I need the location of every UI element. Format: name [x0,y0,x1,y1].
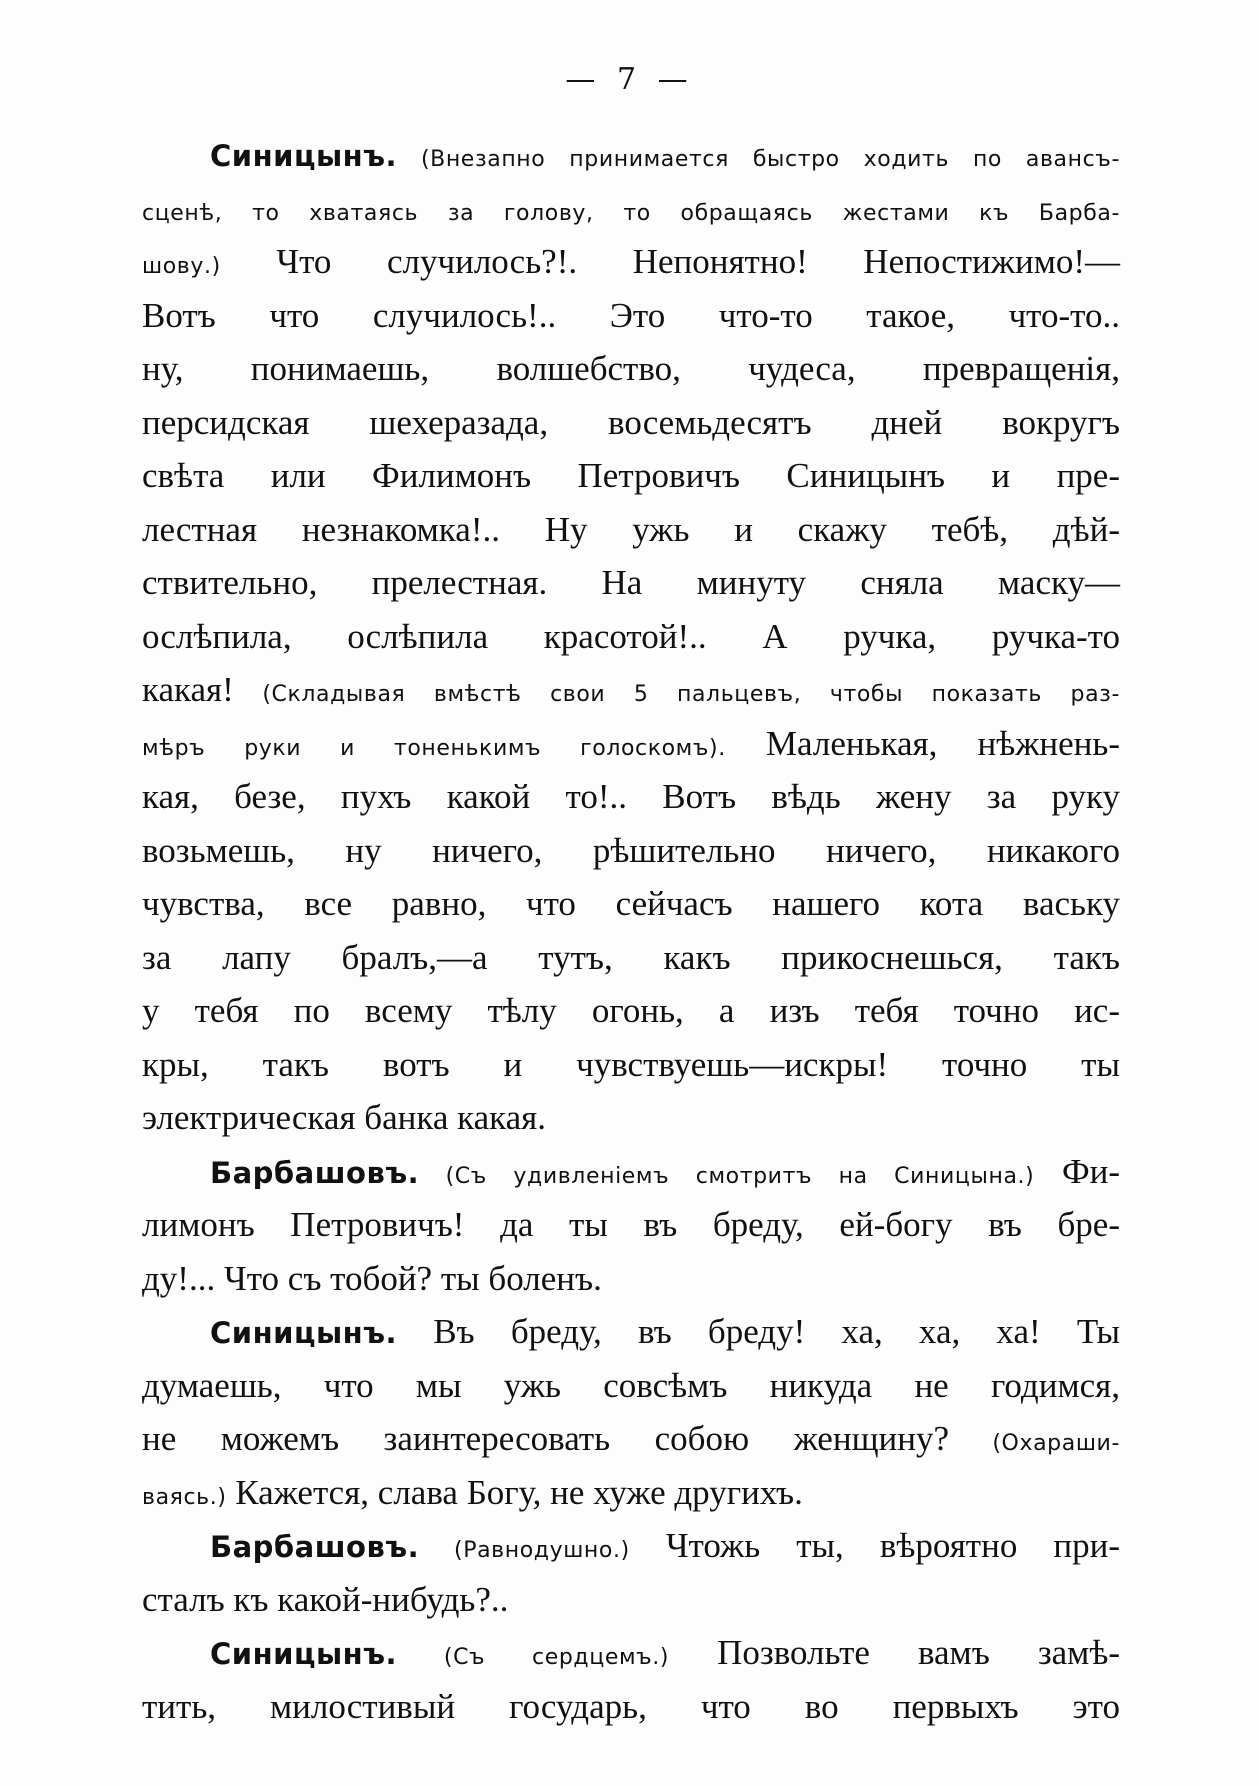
text-line [142,717,1120,771]
stage-direction: (Складывая вмѣстѣ свои 5 пальцевъ, чтобы показать раз- [233,682,1120,707]
dialogue-text: Что случилось?!. Непонятно! Непостижимо!— [220,242,1120,281]
stage-direction: (Съ сердцемъ.) [397,1645,670,1670]
dialogue-text: кры, такъ вотъ и чувствуешь—искры! точно ты [142,1044,1120,1084]
text-line [142,770,1120,824]
text-line [142,1466,1120,1520]
dialogue-text: лимонъ Петровичъ! да ты въ бреду, ей-богу въ бре- [142,1205,1120,1244]
text-line [142,1359,1120,1413]
text-line [142,1573,1120,1627]
text-line [142,1412,1120,1466]
dialogue-text: Кажется, слава Богу, не хуже другихъ. [226,1472,803,1512]
dialogue-text: тить, милостивый государь, что во первыхъ это [142,1686,1120,1726]
text-line [142,931,1120,985]
dialogue-text: ну, понимаешь, волшебство, чудеса, превращенія, [142,349,1120,388]
dialogue-text: сталъ къ какой-нибудь?.. [142,1579,509,1619]
speaker-name: Синицынъ. [210,1637,398,1671]
dialogue-text: Чтожь ты, вѣроятно при- [629,1526,1120,1565]
paragraph [142,1626,1120,1733]
dialogue-text: Фи- [1034,1151,1120,1191]
paragraph [142,1145,1120,1306]
dialogue-text: лестная незнакомка!.. Ну ужь и скажу тебѣ, дѣй- [142,509,1120,549]
text-line [142,1305,1120,1359]
dialogue-text: Въ бреду, въ бреду! ха, ха, ха! Ты [397,1312,1120,1351]
stage-direction: мѣръ руки и тоненькимъ голоскомъ). [142,735,726,761]
text-line [142,877,1120,931]
dialogue-text: какая! [142,670,234,709]
text-line [142,1680,1120,1734]
dialogue-text: свѣта или Филимонъ Петровичъ Синицынъ и пре- [142,456,1120,495]
dialogue-text: чувства, все равно, что сейчасъ нашего кота ваську [142,884,1120,923]
text-line [142,1145,1120,1199]
dialogue-text: возьмешь, ну ничего, рѣшительно ничего, никакого [142,830,1120,870]
paragraph [142,1519,1120,1626]
stage-direction: (Равнодушно.) [419,1538,630,1563]
dialogue-text: думаешь, что мы ужь совсѣмъ никуда не годимся, [142,1365,1120,1405]
dialogue-text: Маленькая, нѣжнень- [725,723,1121,763]
text-line [142,1626,1120,1680]
text-line [142,984,1120,1038]
dialogue-text: Вотъ что случилось!.. Это что-то такое, что-то.. [142,295,1120,335]
text-line [142,1252,1120,1306]
stage-direction: ваясь.) [142,1484,227,1510]
text-line [142,235,1120,289]
text-line [142,396,1120,450]
dialogue-text: за лапу бралъ,—а тутъ, какъ прикоснешься, такъ [142,937,1120,977]
paragraph [142,128,1120,1145]
dialogue-text: персидская шехеразада, восемьдесятъ дней вокругъ [142,402,1120,442]
stage-direction: (Охараши- [949,1431,1120,1456]
text-line [142,1091,1120,1145]
text-line [142,289,1120,343]
text-line [142,182,1120,236]
stage-direction: сценѣ, то хватаясь за голову, то обращаясь жестами къ Барба- [142,200,1120,226]
stage-direction: шову.) [142,254,221,279]
speaker-name: Синицынъ. [210,139,398,173]
text-line [142,556,1120,610]
page-number: — 7 — [565,62,694,97]
text-line [142,128,1120,182]
text-line [142,610,1120,664]
text-line [142,503,1120,557]
speaker-name: Барбашовъ. [210,1155,420,1190]
text-line [142,1038,1120,1092]
dialogue-text: ослѣпила, ослѣпила красотой!.. А ручка, ручка-то [142,616,1120,656]
stage-direction: (Внезапно принимается быстро ходить по авансъ- [397,147,1120,172]
dialogue-text: ду!... Что съ тобой? ты боленъ. [142,1258,602,1298]
dialogue-text: Позвольте вамъ замѣ- [669,1633,1120,1672]
speaker-name: Барбашовъ. [210,1530,420,1564]
text-line [142,824,1120,878]
play-text [142,128,1120,1733]
text-line [142,663,1120,717]
speaker-name: Синицынъ. [210,1316,398,1350]
paragraph [142,1305,1120,1519]
dialogue-text: у тебя по всему тѣлу огонь, а изъ тебя точно ис- [142,991,1120,1030]
text-line [142,449,1120,503]
dialogue-text: не можемъ заинтересовать собою женщину? [142,1419,950,1458]
text-line [142,1198,1120,1252]
text-line [142,1519,1120,1573]
text-line [142,342,1120,396]
dialogue-text: электрическая банка какая. [142,1098,546,1137]
dialogue-text: ствительно, прелестная. На минуту сняла маску— [142,563,1120,602]
stage-direction: (Съ удивленіемъ смотритъ на Синицына.) [419,1163,1035,1189]
dialogue-text: кая, безе, пухъ какой то!.. Вотъ вѣдь жену за руку [142,777,1120,816]
